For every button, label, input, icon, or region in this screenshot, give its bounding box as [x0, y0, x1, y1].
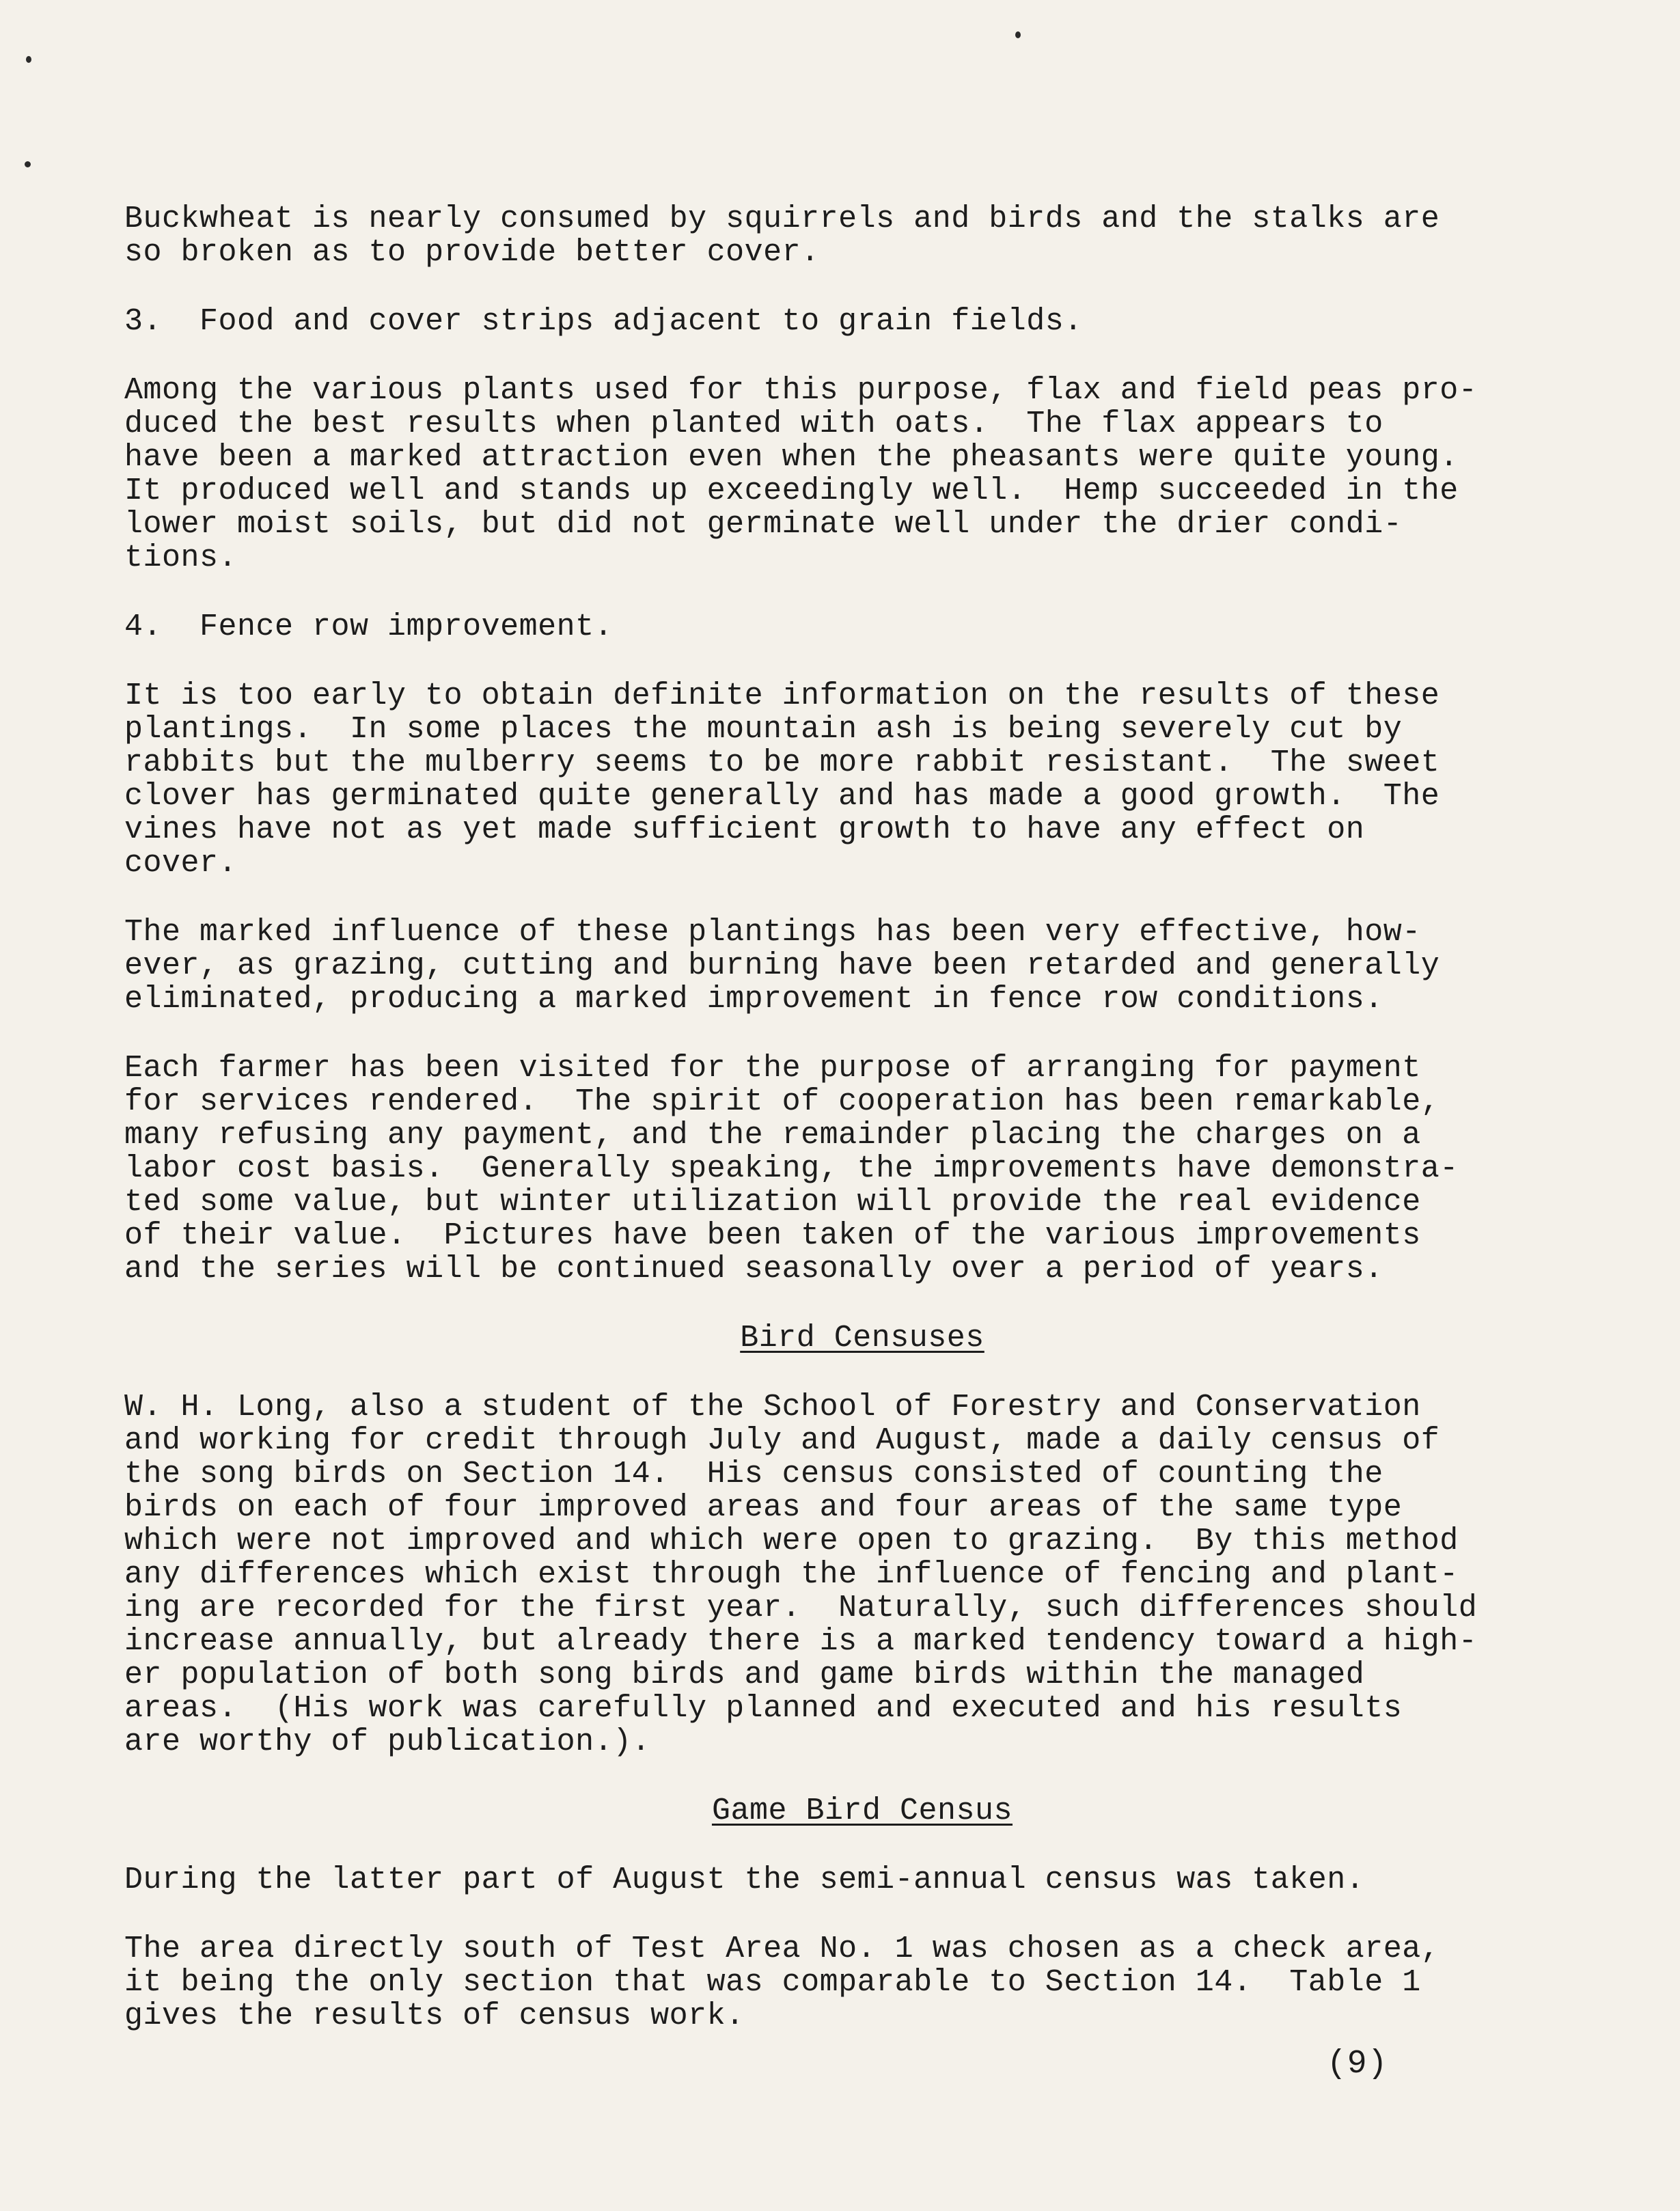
document-body: [124, 202, 1600, 2068]
paragraph-check-area: The area directly south of Test Area No. 1 was chosen as a check area, it being the only section that was comparable to Section 14. Table 1 gives the results of census work.: [124, 1932, 1440, 2033]
paragraph-buckwheat: Buckwheat is nearly consumed by squirrels and birds and the stalks are so broken as to provide better cover.: [124, 202, 1440, 270]
paragraph-marked-influence: The marked influence of these plantings has been very effective, how- ever, as grazing, cutting and burning have been retarded and generally eliminated, producing a marked improvement in fence row conditions.: [124, 915, 1440, 1017]
heading-game-bird-census: Game Bird Census: [711, 1794, 1013, 1828]
section-4-heading: 4. Fence row improvement.: [124, 609, 614, 644]
paragraph-food-cover-strips: Among the various plants used for this purpose, flax and field peas pro- duced the best results when planted with oats. The flax appears to have been a marked attraction even when the pheasants were quite young. It produced well and stands up exceedingly well. Hemp succeeded in the lower moist soils, but did not germinate well under the drier condi- tions.: [124, 373, 1478, 575]
paragraph-bird-census: W. H. Long, also a student of the School of Forestry and Conservation and working for credit through July and August, made a daily census of the song birds on Section 14. His census consisted of counting the birds on each of four improved areas and four areas of the same type which were not improved and which were open to grazing. By this method any differences which exist through the influence of fencing and plant- ing are recorded for the first year. Naturally, such differences should increase annually, but already there is a marked tendency toward a high- er population of both song birds and game birds within the managed areas. (His work was carefully planned and executed and his results are worthy of publication.).: [124, 1390, 1478, 1759]
heading-bird-censuses: Bird Censuses: [740, 1321, 984, 1356]
paragraph-fence-row-plantings: It is too early to obtain definite information on the results of these plantings. In some places the mountain ash is being severely cut by rabbits but the mulberry seems to be more rabbit resistant. The sweet clover has germinated quite generally and has made a good growth. The vines have not as yet made sufficient growth to have any effect on cover.: [124, 678, 1440, 881]
paragraph-farmer-payment: Each farmer has been visited for the purpose of arranging for payment for services rendered. The spirit of cooperation has been remarkable, many refusing any payment, and the remainder placing the charges on a labor cost basis. Generally speaking, the improvements have demonstra- ted some value, but winter utilization will provide the real evidence of their value. Pictures have been taken of the various improvements and the series will be continued seasonally over a period of years.: [124, 1051, 1459, 1287]
ink-speck: [25, 161, 31, 167]
paragraph-semi-annual-census: During the latter part of August the semi-annual census was taken.: [124, 1863, 1365, 1897]
ink-speck: [1015, 31, 1021, 38]
ink-speck: [26, 56, 31, 63]
page-number: (9): [1327, 2046, 1388, 2083]
section-3-heading: 3. Food and cover strips adjacent to grain fields.: [124, 304, 1083, 339]
